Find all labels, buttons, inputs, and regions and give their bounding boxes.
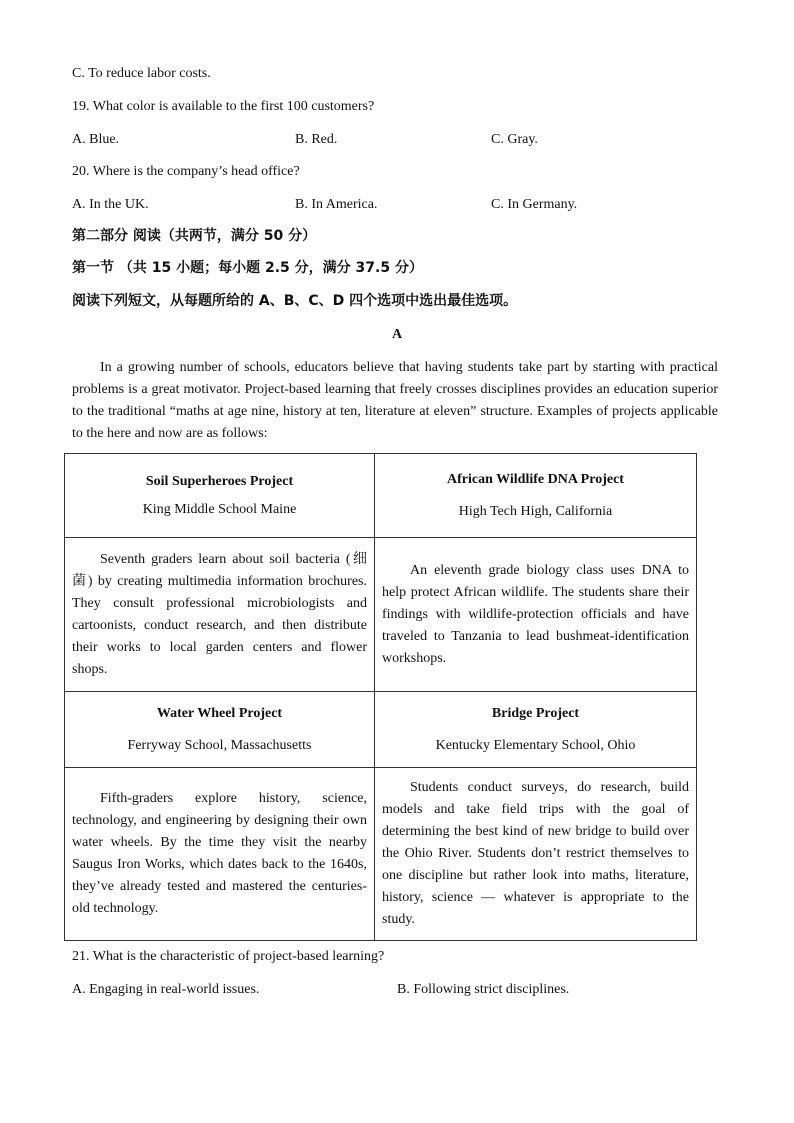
- project-title: Bridge Project: [491, 705, 580, 721]
- project-description: An eleventh grade biology class uses DNA to help protect African wildlife. The students share their findings with wildlife-protection officials and have traveled to Tanzania to lead bushmeat-identification workshops.: [382, 562, 689, 666]
- question-19: 19. What color is available to the first 100 customers?: [72, 99, 375, 114]
- project-description: Seventh graders learn about soil bacteria (细菌) by creating multimedia information brochures. They consult professional microbiologists and cartoonists, conduct research, and then distribute their works to local garden centers and flower shops.: [72, 551, 367, 677]
- project-description: Fifth-graders explore history, science, technology, and engineering by designing their own water wheels. By the time they visit the nearby Saugus Iron Works, which dates back to the 1640s, they’ve already tested and mastered the centuries-old technology.: [72, 791, 367, 916]
- project-location: King Middle School Maine: [142, 501, 297, 517]
- q19-option-c: C. Gray.: [491, 132, 538, 147]
- question-20: 20. Where is the company’s head office?: [72, 164, 300, 179]
- q19-option-a: A. Blue.: [72, 132, 120, 147]
- project-location: Kentucky Elementary School, Ohio: [435, 737, 636, 753]
- q20-option-b: B. In America.: [295, 197, 378, 212]
- q20-option-a: A. In the UK.: [72, 197, 149, 212]
- project-location: Ferryway School, Massachusetts: [127, 737, 312, 753]
- passage-label: A: [391, 327, 403, 342]
- project-header-cell: [375, 454, 697, 538]
- project-header-cell: [65, 454, 375, 538]
- project-body-cell: [65, 768, 375, 941]
- question-21: 21. What is the characteristic of project-based learning?: [72, 949, 385, 964]
- project-location: High Tech High, California: [458, 503, 613, 519]
- project-body-cell: [375, 768, 697, 941]
- project-header-cell: [65, 692, 375, 768]
- q19-option-b: B. Red.: [295, 132, 338, 147]
- project-body-cell: [375, 538, 697, 692]
- subsection-heading: 第一节 （共 15 小题；每小题 2.5 分，满分 37.5 分）: [72, 260, 423, 276]
- intro-paragraph: In a growing number of schools, educators believe that having students take part by starting with practical problems is a great motivator. Project-based learning that freely crosses disciplines provides an education superior to the traditional “maths at age nine, history at ten, literature at eleven” structure. Examples of projects applicable to the here and now are as follows:: [72, 360, 718, 441]
- table-row: [65, 768, 697, 941]
- project-title: Soil Superheroes Project: [145, 473, 294, 489]
- projects-table: [64, 453, 697, 941]
- project-body-cell: [65, 538, 375, 692]
- table-row: [65, 692, 697, 768]
- project-header-cell: [375, 692, 697, 768]
- instructions: 阅读下列短文，从每题所给的 A、B、C、D 四个选项中选出最佳选项。: [72, 293, 518, 309]
- line-q18-option-c: C. To reduce labor costs.: [72, 66, 211, 81]
- project-description: Students conduct surveys, do research, build models and take field trips with the goal of determining the best kind of new bridge to build over the Ohio River. Students don’t restrict themselves to one discipline but rather look into maths, literature, history, science — whatever is appropriate to the study.: [382, 780, 689, 927]
- q21-option-b: B. Following strict disciplines.: [397, 982, 570, 997]
- table-row: [65, 454, 697, 538]
- table-row: [65, 538, 697, 692]
- project-title: African Wildlife DNA Project: [447, 471, 624, 487]
- q20-option-c: C. In Germany.: [491, 197, 578, 212]
- project-title: Water Wheel Project: [156, 705, 283, 721]
- section-heading: 第二部分 阅读（共两节，满分 50 分）: [72, 228, 317, 244]
- q21-option-a: A. Engaging in real-world issues.: [72, 982, 260, 997]
